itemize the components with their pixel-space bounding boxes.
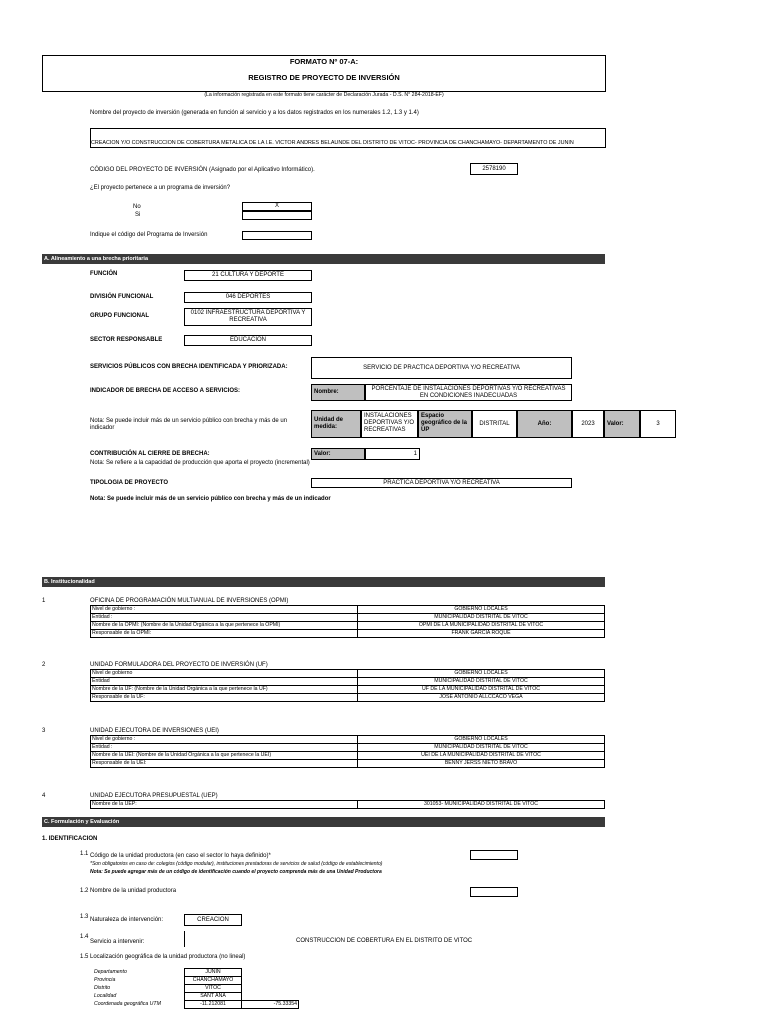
unit-number: 1 [42,598,46,604]
contribucion-valor-field[interactable]: 1 [365,448,420,460]
naturaleza-field[interactable]: CREACION [184,914,242,926]
indicador-label: INDICADOR DE BRECHA DE ACCESO A SERVICIOS: [90,388,241,394]
unit-title: UNIDAD EJECUTORA PRESUPUESTAL (UEP) [90,793,218,799]
anio-label: Año: [517,410,572,438]
tipologia-label: TIPOLOGIA DE PROYECTO [90,480,169,486]
row-label: Nombre de la OPMI: (Nombre de la Unidad Orgánica a la que pertenece la OPMI) [91,622,358,630]
row-label: Entidad : [91,614,358,622]
row-value[interactable]: MUNICIPALIDAD DISTRITAL DE VITOC [358,614,605,622]
valor-label: Valor: [604,410,640,438]
header-note: (La información registrada en este formato tiene carácter de Declaración Jurada - D.S. N° 284-2018-EF) [204,92,444,98]
row-label: Nombre de la UEI: (Nombre de la Unidad Orgánica a la que pertenece la UEI) [91,752,358,760]
provincia-label: Provincia [94,977,116,983]
table-row [91,606,605,614]
row-label: Nivel de gobierno : [91,606,358,614]
division-field[interactable]: 046 DEPORTES [184,292,312,303]
option-no-checkbox[interactable]: X [242,202,312,211]
row-value[interactable]: JOSE ANTONIO ALLCCACO VEGA [358,694,605,702]
table-row [91,614,605,622]
table-row [91,801,605,809]
anio-field[interactable]: 2023 [572,410,604,438]
item-number: 1.3 [80,914,89,920]
row-value[interactable]: 301053- MUNICIPALIDAD DISTRITAL DE VITOC [358,801,605,809]
naturaleza-label: Naturaleza de intervención: [90,917,164,923]
item-number: 1.5 [80,954,89,960]
row-label: Nivel de gobierno [91,670,358,678]
option-si-label: Si [135,212,141,218]
row-value[interactable]: MUNICIPALIDAD DISTRITAL DE VITOC [358,678,605,686]
project-name-value: CREACION Y/O CONSTRUCCION DE COBERTURA METALICA DE LA I.E. VICTOR ANDRES BELAUNDE DEL DISTRITO DE VITOC- PROVINCIA DE CHANCHAMAYO- DEPARTAMENTO DE JUNIN [91,140,574,146]
option-si-checkbox[interactable] [242,211,312,220]
program-question: ¿El proyecto pertenece a un programa de inversión? [90,185,231,191]
item-number: 1.4 [80,934,89,940]
row-value[interactable]: UEI DE LA MUNICIPALIDAD DISTRITAL DE VITOC [358,752,605,760]
servicio-value[interactable]: CONSTRUCCION DE COBERTURA EN EL DISTRITO DE VITOC [296,938,473,944]
identificacion-heading: 1. IDENTIFICACION [42,836,98,842]
unit-number: 3 [42,728,46,734]
valor-field[interactable]: 3 [640,410,676,438]
row-label: Nombre de la UEP: [91,801,358,809]
nota-final: Nota: Se puede incluir más de un servicio público con brecha y más de un indicador [90,496,331,502]
contribucion-label: CONTRIBUCIÓN AL CIERRE DE BRECHA: [90,451,210,457]
utm-label: Coordenada geográfica UTM [94,1001,161,1007]
program-code-label: Indique el código del Programa de Inversión [90,232,208,238]
division-label: DIVISIÓN FUNCIONAL [90,294,154,300]
unit-title: UNIDAD FORMULADORA DEL PROYECTO DE INVERSIÓN (UF) [90,662,268,668]
contribucion-valor-label: Valor: [311,448,365,460]
row-value[interactable]: MUNICIPALIDAD DISTRITAL DE VITOC [358,744,605,752]
table-row [91,752,605,760]
row-value[interactable]: GOBIERNO LOCALES [358,670,605,678]
table-row [91,694,605,702]
servicios-field[interactable]: SERVICIO DE PRACTICA DEPORTIVA Y/O RECREATIVA [311,357,572,379]
unidad-nombre-label: Nombre de la unidad productora [90,888,177,894]
distrito-label: Distrito [94,985,111,991]
table-row [91,630,605,638]
row-label: Nivel de gobierno : [91,736,358,744]
row-label: Responsable de la OPMI: [91,630,358,638]
row-value[interactable]: GOBIERNO LOCALES [358,736,605,744]
funcion-field[interactable]: 21 CULTURA Y DEPORTE [184,270,312,281]
row-value[interactable]: GOBIERNO LOCALES [358,606,605,614]
form-title: REGISTRO DE PROYECTO DE INVERSIÓN [248,73,400,82]
indicador-nombre-field[interactable]: PORCENTAJE DE INSTALACIONES DEPORTIVAS Y/O RECREATIVAS EN CONDICIONES INADECUADAS [365,384,572,401]
table-row [93,977,299,985]
option-no-label: No [133,204,141,210]
unidad-medida-field[interactable]: INSTALACIONES DEPORTIVAS Y/O RECREATIVAS [361,410,418,438]
table-row [91,678,605,686]
unidad-nombre-field[interactable] [470,887,518,897]
section-c-header: C. Formulación y Evaluación [42,817,605,827]
row-value[interactable]: OPMI DE LA MUNICIPALIDAD DISTRITAL DE VITOC [358,622,605,630]
localidad-label: Localidad [94,993,117,999]
row-label: Responsable de la UEI: [91,760,358,768]
table-row [91,736,605,744]
table-row [93,969,299,977]
unidad-codigo-hint: *Son obligatorios en caso de: colegios (código modular), instituciones prestadoras de servicios de salud (código de establecimiento) [90,861,383,867]
unidad-codigo-field[interactable] [470,850,518,860]
section-b-header: B. Institucionalidad [42,577,605,587]
localidad-field[interactable]: SANT ANA [185,993,242,1001]
unit-number: 4 [42,793,46,799]
indicador-nombre-label: Nombre: [311,384,365,401]
contribucion-nota: Nota: Se refiere a la capacidad de producción que aporta el proyecto (incremental) [90,460,310,466]
unit-title: UNIDAD EJECUTORA DE INVERSIONES (UEI) [90,728,219,734]
project-code-field[interactable]: 2578190 [470,163,518,175]
uep-table [90,800,605,809]
uf-table [90,669,605,702]
utm-x-field[interactable]: -11.212081 [185,1001,242,1009]
row-value[interactable]: BENNY JERSS NIETO BRAVO [358,760,605,768]
grupo-field[interactable]: 0102 INFRAESTRUCTURA DEPORTIVA Y RECREATIVA [184,308,312,326]
table-row [91,744,605,752]
table-row [91,686,605,694]
tipologia-field[interactable]: PRACTICA DEPORTIVA Y/O RECREATIVA [311,478,572,488]
departamento-label: Departamento [94,969,127,975]
format-number: FORMATO Nº 07-A: [289,57,359,66]
row-label: Entidad : [91,744,358,752]
unit-number: 2 [42,662,46,668]
row-value[interactable]: FRANK GARCIA ROQUE [358,630,605,638]
row-value[interactable]: UF DE LA MUNICIPALIDAD DISTRITAL DE VITOC [358,686,605,694]
project-name-label: Nombre del proyecto de inversión (generada en función al servicio y a los datos registrados en los numerales 1.2, 1.3 y 1.4) [90,110,419,116]
uei-table [90,735,605,768]
nota-indicador: Nota: Se puede incluir más de un servicio público con brecha y más de un indicador [90,418,288,431]
unit-title: OFICINA DE PROGRAMACIÓN MULTIANUAL DE INVERSIONES (OPMI) [90,598,289,604]
servicio-divider [184,931,185,947]
unidad-medida-label: Unidad de medida: [311,410,361,438]
opmi-table [90,605,605,638]
sector-field[interactable]: EDUCACION [184,335,312,346]
row-label: Nombre de la UF: (Nombre de la Unidad Orgánica a la que pertenece la UF) [91,686,358,694]
provincia-field[interactable]: CHANCHAMAYO [185,977,242,985]
funcion-label: FUNCIÓN [90,271,118,277]
table-row [91,760,605,768]
departamento-field[interactable]: JUNIN [185,969,242,977]
table-row [91,670,605,678]
localizacion-table [93,968,299,1009]
section-a-header: A. Alineamiento a una brecha prioritaria [42,254,605,264]
unidad-codigo-note: Nota: Se puede agregar más de un código de identificación cuando el proyecto comprenda más de una Unidad Productora [90,869,382,875]
project-code-label: CÓDIGO DEL PROYECTO DE INVERSIÓN (Asignado por el Aplicativo Informático). [90,167,315,173]
servicio-label: Servicio a intervenir: [90,939,145,945]
item-number: 1.2 [80,888,89,894]
espacio-field[interactable]: DISTRITAL [472,410,517,438]
espacio-label: Espacio geográfico de la UP [418,410,472,438]
item-number: 1.1 [80,851,89,857]
table-row [91,622,605,630]
row-label: Responsable de la UF: [91,694,358,702]
unidad-codigo-label: Código de la unidad productora (en caso el sector lo haya definido)* [90,853,271,859]
table-row [93,1001,299,1009]
utm-y-field[interactable]: -75.33354 [242,1001,299,1009]
sector-label: SECTOR RESPONSABLE [90,337,163,343]
grupo-label: GRUPO FUNCIONAL [90,313,149,319]
table-row [93,993,299,1001]
distrito-field[interactable]: VITOC [185,985,242,993]
program-code-field[interactable] [242,231,312,240]
servicios-label: SERVICIOS PÚBLICOS CON BRECHA IDENTIFICADA Y PRIORIZADA: [90,364,288,370]
localizacion-label: Localización geográfica de la unidad productora (no lineal) [90,954,246,960]
row-label: Entidad [91,678,358,686]
table-row [93,985,299,993]
